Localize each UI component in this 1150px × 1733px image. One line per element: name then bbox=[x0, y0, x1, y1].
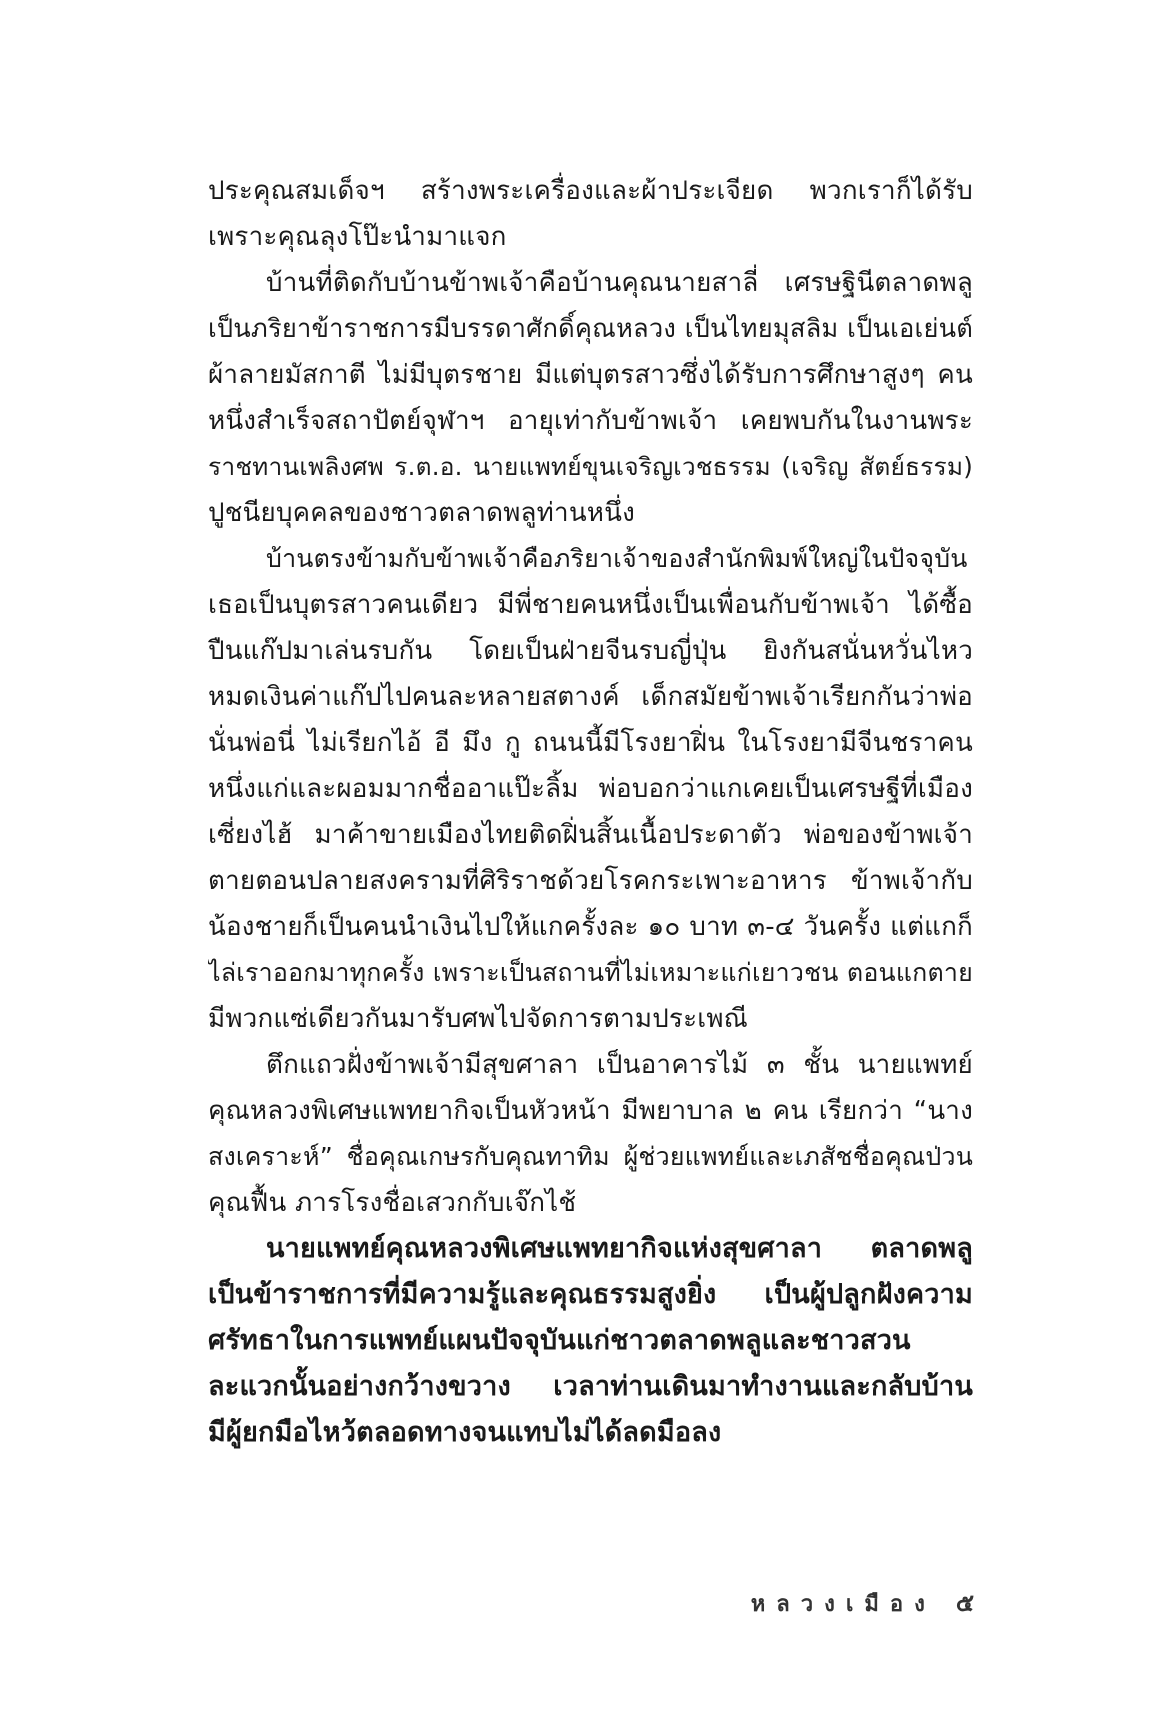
text-line: ผ้าลายมัสกาตี ไม่มีบุตรชาย มีแต่บุตรสาวซึ่งได้รับการศึกษาสูงๆ คน bbox=[208, 360, 973, 390]
body-text bbox=[208, 168, 973, 1456]
text-line: เซี่ยงไฮ้ มาค้าขายเมืองไทยติดฝิ่นสิ้นเนื้อประดาตัว พ่อของข้าพเจ้า bbox=[208, 820, 973, 850]
text-line: ปืนแก๊ปมาเล่นรบกัน โดยเป็นฝ่ายจีนรบญี่ปุ่น ยิงกันสนั่นหวั่นไหว bbox=[208, 636, 973, 666]
text-line: น้องชายก็เป็นคนนำเงินไปให้แกครั้งละ ๑๐ บาท ๓-๔ วันครั้ง แต่แกก็ bbox=[208, 912, 973, 942]
text-line: หนึ่งแก่และผอมมากชื่ออาแป๊ะลิ้ม พ่อบอกว่าแกเคยเป็นเศรษฐีที่เมือง bbox=[208, 774, 973, 804]
text-line: สงเคราะห์” ชื่อคุณเกษรกับคุณทาทิม ผู้ช่วยแพทย์และเภสัชชื่อคุณป่วน bbox=[208, 1142, 973, 1171]
text-line: ประคุณสมเด็จฯ สร้างพระเครื่องและผ้าประเจียด พวกเราก็ได้รับ bbox=[208, 176, 973, 206]
text-line: ตึกแถวฝั่งข้าพเจ้ามีสุขศาลา เป็นอาคารไม้ ๓ ชั้น นายแพทย์ bbox=[266, 1050, 973, 1080]
text-line: เพราะคุณลุงโป๊ะนำมาแจก bbox=[208, 222, 507, 252]
page-number: ๕ bbox=[955, 1588, 974, 1617]
text-line: บ้านตรงข้ามกับข้าพเจ้าคือภริยาเจ้าของสำนักพิมพ์ใหญ่ในปัจจุบัน bbox=[266, 544, 968, 573]
text-line: คุณหลวงพิเศษแพทยากิจเป็นหัวหน้า มีพยาบาล ๒ คน เรียกว่า “นาง bbox=[208, 1096, 973, 1126]
bold-text-line: ศรัทธาในการแพทย์แผนปัจจุบันแก่ชาวตลาดพลูและชาวสวน bbox=[208, 1325, 911, 1356]
bold-text-line: มีผู้ยกมือไหว้ตลอดทางจนแทบไม่ได้ลดมือลง bbox=[208, 1417, 722, 1448]
page-footer bbox=[751, 1583, 974, 1622]
text-line: คุณฟื้น ภารโรงชื่อเสวกกับเจ๊กไช้ bbox=[208, 1188, 577, 1218]
text-line: หมดเงินค่าแก๊ปไปคนละหลายสตางค์ เด็กสมัยข้าพเจ้าเรียกกันว่าพ่อ bbox=[208, 682, 973, 712]
text-line: ราชทานเพลิงศพ ร.ต.อ. นายแพทย์ขุนเจริญเวชธรรม (เจริญ สัตย์ธรรม) bbox=[208, 452, 973, 481]
text-line: บ้านที่ติดกับบ้านข้าพเจ้าคือบ้านคุณนายสาลี่ เศรษฐินีตลาดพลู bbox=[266, 268, 973, 298]
text-line: เธอเป็นบุตรสาวคนเดียว มีพี่ชายคนหนึ่งเป็นเพื่อนกับข้าพเจ้า ได้ซื้อ bbox=[208, 590, 973, 620]
running-title: หลวงเมือง bbox=[750, 1591, 936, 1617]
bold-text-line: ละแวกนั้นอย่างกว้างขวาง เวลาท่านเดินมาทำงานและกลับบ้าน bbox=[208, 1371, 973, 1402]
bold-text-line: นายแพทย์คุณหลวงพิเศษแพทยากิจแห่งสุขศาลา ตลาดพลู bbox=[266, 1233, 973, 1264]
text-line: มีพวกแซ่เดียวกันมารับศพไปจัดการตามประเพณี bbox=[208, 1004, 749, 1034]
bold-text-line: เป็นข้าราชการที่มีความรู้และคุณธรรมสูงยิ่ง เป็นผู้ปลูกฝังความ bbox=[208, 1279, 973, 1310]
text-line: ตายตอนปลายสงครามที่ศิริราชด้วยโรคกระเพาะอาหาร ข้าพเจ้ากับ bbox=[208, 866, 973, 896]
text-line: หนึ่งสำเร็จสถาปัตย์จุฬาฯ อายุเท่ากับข้าพเจ้า เคยพบกันในงานพระ bbox=[208, 406, 973, 436]
text-line: เป็นภริยาข้าราชการมีบรรดาศักดิ์คุณหลวง เป็นไทยมุสลิม เป็นเอเย่นต์ bbox=[208, 314, 973, 344]
text-line: ปูชนียบุคคลของชาวตลาดพลูท่านหนึ่ง bbox=[208, 498, 636, 528]
text-line: ไล่เราออกมาทุกครั้ง เพราะเป็นสถานที่ไม่เหมาะแก่เยาวชน ตอนแกตาย bbox=[208, 958, 973, 987]
text-line: นั่นพ่อนี่ ไม่เรียกไอ้ อี มึง กู ถนนนี้มีโรงยาฝิ่น ในโรงยามีจีนชราคน bbox=[208, 728, 973, 758]
